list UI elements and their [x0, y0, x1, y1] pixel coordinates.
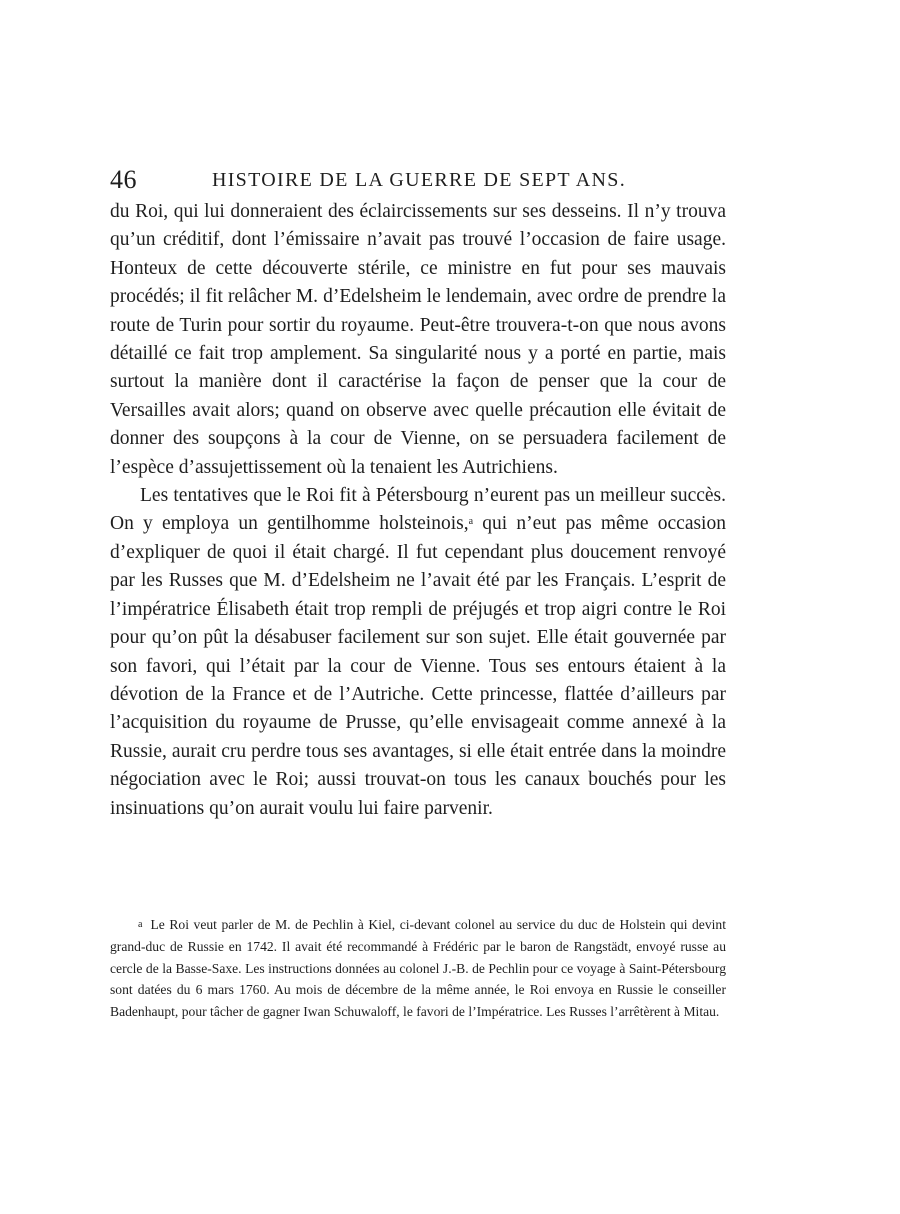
footnote-marker: a: [138, 919, 143, 930]
main-text: [110, 198, 726, 823]
footnote-reference: a: [468, 516, 474, 528]
running-head: [110, 160, 726, 200]
footnote: [110, 914, 726, 1023]
running-title: HISTOIRE DE LA GUERRE DE SEPT ANS.: [211, 169, 626, 191]
paragraph-2: [110, 482, 726, 823]
footnote-text: Le Roi veut parler de M. de Pechlin à Kiel, ci-devant colonel au service du duc de Holstein qui devint grand-duc de Russie en 1742. Il avait été recommandé à Frédéric par le baron de Rangstädt, envoyé russe au cercle de la Basse-Saxe. Les instructions données au colonel J.-B. de Pechlin pour ce voyage à Saint-Pétersbourg sont datées du 6 mars 1760. Au mois de décembre de la même année, le Roi envoya en Russie le conseiller Badenhaupt, pour tâcher de gagner Iwan Schuwaloff, le favori de l’Impératrice. Les Russes l’arrêtèrent à Mitau.: [110, 917, 726, 1020]
paragraph-2-text-before-note: Les tentatives que le Roi fit à Pétersbourg n’eurent pas un meilleur succès. On y employa un gentilhomme holsteinois,: [110, 485, 726, 535]
paragraph-1: du Roi, qui lui donneraient des éclaircissements sur ses desseins. Il n’y trouva qu’un créditif, dont l’émissaire n’avait pas trouvé l’occasion de faire usage. Honteux de cette découverte stérile, ce ministre en fut pour ses mauvais procédés; il fit relâcher M. d’Edelsheim le lendemain, avec ordre de prendre la route de Turin pour sortir du royaume. Peut-être trouvera-t-on que nous avons détaillé ce fait trop amplement. Sa singularité nous y a porté en partie, mais surtout la manière dont il caractérise la façon de penser que la cour de Versailles avait alors; quand on observe avec quelle précaution elle évitait de donner des soupçons à la cour de Vienne, on se persuadera facilement de l’espèce d’assujettissement où la tenaient les Autrichiens.: [110, 201, 726, 478]
paragraph-2-text-after-note: qui n’eut pas même occasion d’expliquer de quoi il était chargé. Il fut cependant plus doucement renvoyé par les Russes que M. d’Edelsheim ne l’avait été par les Français. L’esprit de l’impératrice Élisabeth était trop rempli de préjugés et trop aigri contre le Roi pour qu’on pût la désabuser facilement sur son sujet. Elle était gouvernée par son favori, qui l’était par la cour de Vienne. Tous ses entours étaient à la dévotion de la France et de l’Autriche. Cette princesse, flattée d’ailleurs par l’acquisition du royaume de Prusse, qu’elle envisageait comme annexé à la Russie, aurait cru perdre tous ses avantages, si elle était entrée dans la moindre négociation avec le Roi; aussi trouvat-on tous les canaux bouchés pour les insinuations qu’on aurait voulu lui faire parvenir.: [110, 513, 726, 819]
page-number: 46: [110, 165, 137, 194]
